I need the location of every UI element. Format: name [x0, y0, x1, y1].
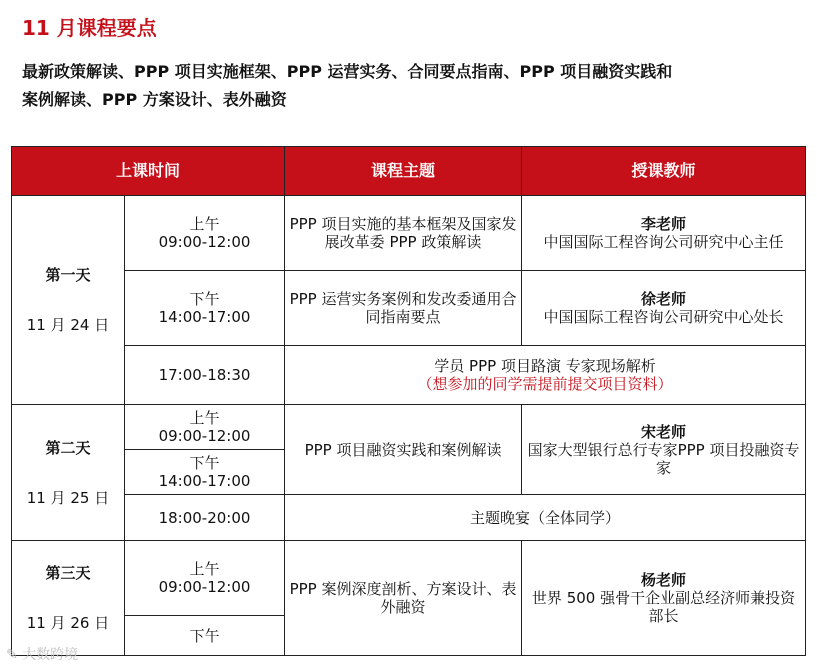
- day-date: 11 月 25 日: [26, 488, 110, 507]
- time-cell: [125, 541, 285, 616]
- topic-cell: PPP 运营实务案例和发改委通用合同指南要点: [285, 271, 522, 346]
- teacher-name: 杨老师: [641, 571, 687, 589]
- session-period: 下午: [189, 290, 220, 308]
- session-time: 09:00-12:00: [158, 578, 251, 596]
- watermark-icon: ✎: [6, 647, 18, 663]
- session-time: 14:00-17:00: [158, 472, 251, 490]
- table-row: [12, 495, 806, 541]
- day-cell: [12, 196, 125, 405]
- time-cell: [125, 271, 285, 346]
- summary-line-1: 最新政策解读、PPP 项目实施框架、PPP 运营实务、合同要点指南、PPP 项目融资实践和: [22, 62, 673, 81]
- day-cell: [12, 405, 125, 541]
- activity-cell: [285, 346, 806, 405]
- topic-cell: PPP 项目实施的基本框架及国家发展改革委 PPP 政策解读: [285, 196, 522, 271]
- table-row: [12, 541, 806, 616]
- activity-cell: 主题晚宴（全体同学）: [285, 495, 806, 541]
- teacher-info: 国家大型银行总行专家PPP 项目投融资专家: [527, 440, 800, 477]
- activity-note: （想参加的同学需提前提交项目资料）: [417, 375, 673, 393]
- session-period: 下午: [189, 454, 220, 472]
- teacher-name: 徐老师: [641, 290, 687, 308]
- activity-label: 学员 PPP 项目路演 专家现场解析: [434, 357, 656, 375]
- topic-cell: PPP 案例深度剖析、方案设计、表外融资: [285, 541, 522, 656]
- teacher-cell: [522, 196, 806, 271]
- session-time: 09:00-12:00: [158, 233, 251, 251]
- session-period: 下午: [189, 626, 220, 645]
- time-cell: [125, 616, 285, 656]
- table-row: [12, 196, 806, 271]
- session-time: 14:00-17:00: [158, 308, 251, 326]
- time-cell: [125, 405, 285, 450]
- teacher-cell: [522, 405, 806, 495]
- session-time: 09:00-12:00: [158, 427, 251, 445]
- session-period: 上午: [189, 560, 220, 578]
- day-cell: [12, 541, 125, 656]
- teacher-info: 世界 500 强骨干企业副总经济师兼投资部长: [531, 589, 796, 625]
- session-time: 17:00-18:30: [125, 346, 285, 405]
- header-topic: 课程主题: [285, 147, 522, 196]
- schedule-table: [11, 146, 806, 656]
- topic-cell: PPP 项目融资实践和案例解读: [285, 405, 522, 495]
- day-date: 11 月 26 日: [26, 614, 110, 632]
- watermark: [6, 644, 78, 664]
- summary-line-2: 案例解读、PPP 方案设计、表外融资: [22, 90, 287, 109]
- teacher-cell: [522, 271, 806, 346]
- teacher-name: 李老师: [641, 215, 687, 233]
- session-time: 18:00-20:00: [125, 495, 285, 541]
- teacher-name: 宋老师: [641, 422, 687, 441]
- time-cell: [125, 196, 285, 271]
- day-date: 11 月 24 日: [26, 316, 110, 334]
- time-cell: [125, 450, 285, 495]
- header-teacher: 授课教师: [522, 147, 806, 196]
- table-header-row: [12, 147, 806, 196]
- teacher-info: 中国国际工程咨询公司研究中心处长: [543, 308, 784, 326]
- teacher-cell: [522, 541, 806, 656]
- watermark-text: 大数跨境: [22, 647, 79, 663]
- teacher-info: 中国国际工程咨询公司研究中心主任: [543, 233, 784, 251]
- table-row: [12, 405, 806, 450]
- day-name: 第三天: [45, 564, 91, 582]
- day-name: 第一天: [45, 266, 91, 284]
- session-period: 上午: [189, 409, 220, 427]
- table-row: [12, 346, 806, 405]
- header-time: 上课时间: [12, 147, 285, 196]
- table-row: [12, 271, 806, 346]
- page-title: 11 月课程要点: [22, 16, 157, 40]
- course-summary: [22, 58, 802, 114]
- session-period: 上午: [189, 215, 220, 233]
- day-name: 第二天: [45, 438, 91, 457]
